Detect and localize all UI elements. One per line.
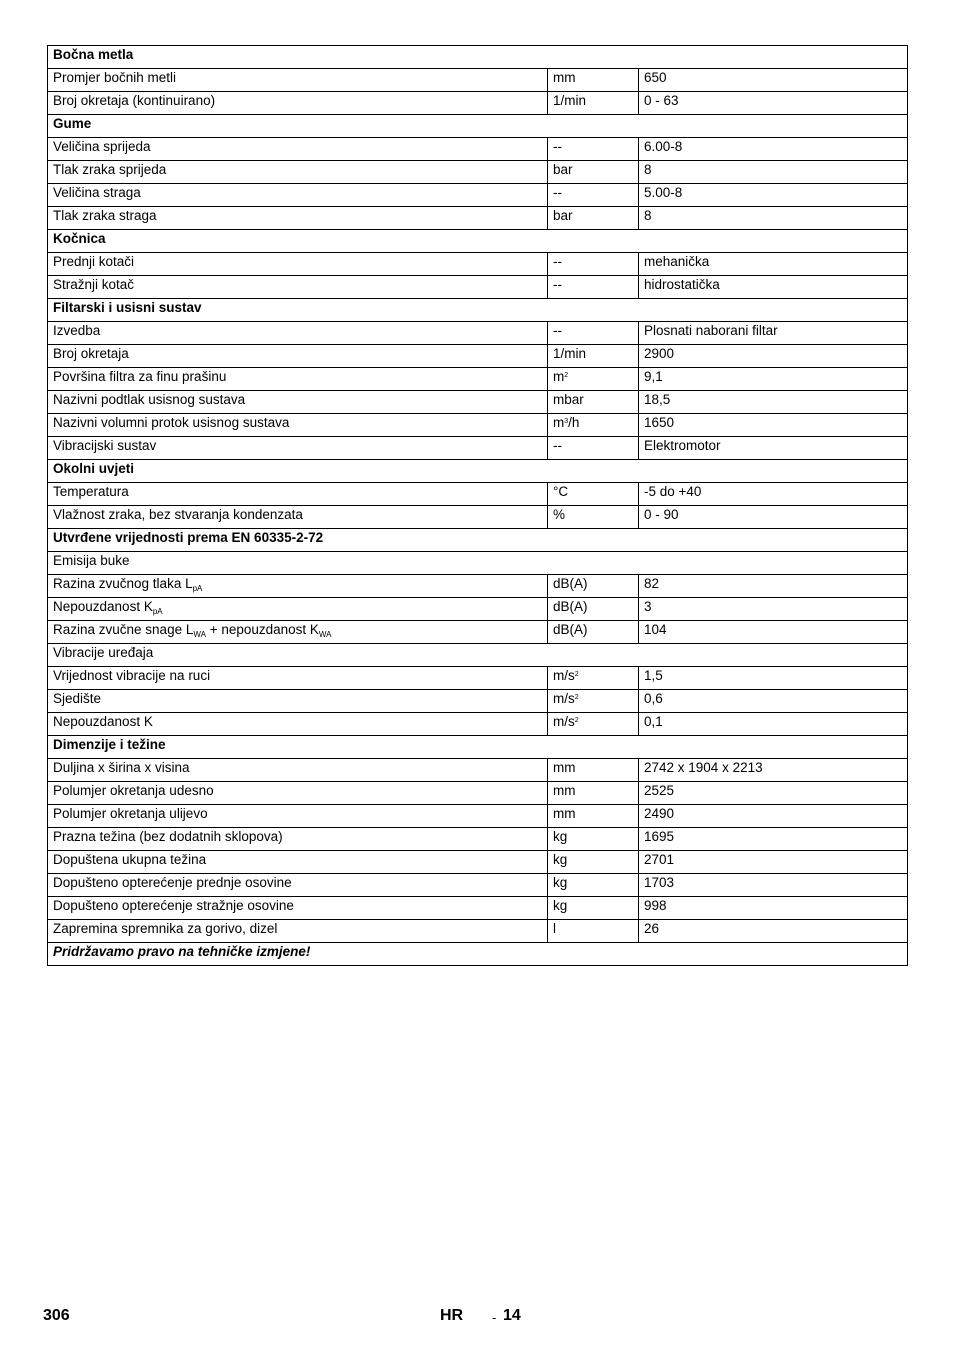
spec-unit bbox=[548, 161, 639, 184]
spec-value: 1,5 bbox=[639, 667, 908, 690]
spec-unit-text: kg bbox=[553, 852, 568, 867]
section-header-row bbox=[48, 460, 908, 483]
spec-label bbox=[48, 253, 548, 276]
spec-unit-text: m/s bbox=[553, 714, 575, 729]
spec-label bbox=[48, 368, 548, 391]
spec-label-text: Nazivni podtlak usisnog sustava bbox=[53, 392, 246, 407]
spec-unit-superscript: 2 bbox=[574, 717, 579, 724]
spec-value: 2490 bbox=[639, 805, 908, 828]
spec-label-text: Vlažnost zraka, bez stvaranja kondenzata bbox=[53, 507, 303, 522]
language-code: HR bbox=[440, 1307, 464, 1324]
spec-value: -5 do +40 bbox=[639, 483, 908, 506]
spec-label bbox=[48, 667, 548, 690]
table-row bbox=[48, 253, 908, 276]
spec-unit bbox=[548, 92, 639, 115]
spec-label bbox=[48, 713, 548, 736]
spec-unit-text: dB(A) bbox=[553, 622, 588, 637]
spec-label bbox=[48, 207, 548, 230]
table-row bbox=[48, 161, 908, 184]
section-header-row bbox=[48, 230, 908, 253]
spec-unit bbox=[548, 782, 639, 805]
table-row bbox=[48, 621, 908, 644]
table-row bbox=[48, 391, 908, 414]
spec-unit bbox=[548, 69, 639, 92]
spec-value: 2701 bbox=[639, 851, 908, 874]
spec-label bbox=[48, 805, 548, 828]
spec-label bbox=[48, 874, 548, 897]
spec-unit bbox=[548, 391, 639, 414]
spec-unit-superscript: 2 bbox=[574, 671, 579, 678]
spec-label-text: Nepouzdanost K bbox=[53, 599, 153, 614]
spec-unit-text: 1/min bbox=[553, 346, 587, 361]
spec-label-text: Nazivni volumni protok usisnog sustava bbox=[53, 415, 290, 430]
spec-unit bbox=[548, 690, 639, 713]
section-title: Gume bbox=[48, 115, 908, 138]
spec-label-text: Dopušteno opterećenje prednje osovine bbox=[53, 875, 292, 890]
spec-unit bbox=[548, 759, 639, 782]
spec-unit-text: kg bbox=[553, 898, 568, 913]
spec-value: 1650 bbox=[639, 414, 908, 437]
spec-label-subscript: WA bbox=[318, 630, 332, 639]
spec-unit-text: -- bbox=[553, 139, 562, 154]
spec-value: 82 bbox=[639, 575, 908, 598]
spec-unit-text: 1/min bbox=[553, 93, 587, 108]
spec-unit-text: m bbox=[553, 369, 565, 384]
spec-label-text: Promjer bočnih metli bbox=[53, 70, 177, 85]
spec-value: 9,1 bbox=[639, 368, 908, 391]
spec-label bbox=[48, 759, 548, 782]
spec-label bbox=[48, 276, 548, 299]
table-row bbox=[48, 506, 908, 529]
section-header-row bbox=[48, 299, 908, 322]
section-header-row bbox=[48, 736, 908, 759]
table-row bbox=[48, 782, 908, 805]
spec-unit bbox=[548, 207, 639, 230]
spec-label-text: Tlak zraka sprijeda bbox=[53, 162, 167, 177]
spec-unit-text: mbar bbox=[553, 392, 584, 407]
spec-label-text: Polumjer okretanja udesno bbox=[53, 783, 214, 798]
table-row bbox=[48, 828, 908, 851]
footer-dash: - bbox=[492, 1310, 497, 1325]
spec-label-text: Vibracijski sustav bbox=[53, 438, 157, 453]
spec-unit-text: dB(A) bbox=[553, 599, 588, 614]
spec-label bbox=[48, 161, 548, 184]
spec-label-text: Nepouzdanost K bbox=[53, 714, 153, 729]
table-row bbox=[48, 759, 908, 782]
spec-label bbox=[48, 437, 548, 460]
section-title: Utvrđene vrijednosti prema EN 60335-2-72 bbox=[48, 529, 908, 552]
spec-unit-text: -- bbox=[553, 277, 562, 292]
spec-unit-text: -- bbox=[553, 185, 562, 200]
spec-label-text: Prazna težina (bez dodatnih sklopova) bbox=[53, 829, 283, 844]
spec-label-text: Dopušteno opterećenje stražnje osovine bbox=[53, 898, 294, 913]
technical-data-table bbox=[47, 45, 908, 966]
spec-unit bbox=[548, 828, 639, 851]
spec-label-text-continued: + nepouzdanost K bbox=[205, 622, 319, 637]
section-title: Filtarski i usisni sustav bbox=[48, 299, 908, 322]
spec-value: 26 bbox=[639, 920, 908, 943]
spec-unit-text: bar bbox=[553, 208, 573, 223]
spec-unit-text: m bbox=[553, 415, 565, 430]
table-row bbox=[48, 345, 908, 368]
spec-label-text: Razina zvučnog tlaka L bbox=[53, 576, 193, 591]
table-row bbox=[48, 598, 908, 621]
table-row bbox=[48, 414, 908, 437]
section-header-row bbox=[48, 46, 908, 69]
spec-value: 1695 bbox=[639, 828, 908, 851]
spec-unit bbox=[548, 253, 639, 276]
spec-label bbox=[48, 828, 548, 851]
table-row bbox=[48, 207, 908, 230]
spec-value: 8 bbox=[639, 161, 908, 184]
section-title: Bočna metla bbox=[48, 46, 908, 69]
spec-label bbox=[48, 920, 548, 943]
spec-label bbox=[48, 897, 548, 920]
subheading-label: Emisija buke bbox=[48, 552, 908, 575]
table-row bbox=[48, 92, 908, 115]
subheading-row bbox=[48, 644, 908, 667]
spec-label bbox=[48, 184, 548, 207]
spec-value: 2900 bbox=[639, 345, 908, 368]
spec-value: hidrostatička bbox=[639, 276, 908, 299]
spec-unit bbox=[548, 368, 639, 391]
note-row bbox=[48, 943, 908, 966]
spec-value: 104 bbox=[639, 621, 908, 644]
table-row bbox=[48, 322, 908, 345]
spec-label bbox=[48, 483, 548, 506]
spec-unit-superscript: 2 bbox=[574, 694, 579, 701]
spec-label-text: Veličina sprijeda bbox=[53, 139, 151, 154]
spec-unit bbox=[548, 437, 639, 460]
table-row bbox=[48, 920, 908, 943]
spec-label-text: Temperatura bbox=[53, 484, 129, 499]
table-row bbox=[48, 437, 908, 460]
spec-unit-suffix: /h bbox=[568, 415, 580, 430]
spec-value: 8 bbox=[639, 207, 908, 230]
spec-unit bbox=[548, 322, 639, 345]
spec-label bbox=[48, 92, 548, 115]
spec-unit-text: kg bbox=[553, 829, 568, 844]
page-number: 306 bbox=[43, 1307, 70, 1324]
table-row bbox=[48, 368, 908, 391]
spec-label bbox=[48, 414, 548, 437]
spec-value: 1703 bbox=[639, 874, 908, 897]
spec-label-text: Dopuštena ukupna težina bbox=[53, 852, 207, 867]
table-row bbox=[48, 276, 908, 299]
spec-label bbox=[48, 690, 548, 713]
spec-label-text: Polumjer okretanja ulijevo bbox=[53, 806, 208, 821]
spec-value: 2525 bbox=[639, 782, 908, 805]
spec-unit bbox=[548, 184, 639, 207]
spec-label bbox=[48, 345, 548, 368]
spec-label bbox=[48, 575, 548, 598]
table-row bbox=[48, 897, 908, 920]
section-page-number: 14 bbox=[503, 1307, 521, 1324]
spec-unit bbox=[548, 506, 639, 529]
spec-label bbox=[48, 782, 548, 805]
spec-value: 650 bbox=[639, 69, 908, 92]
spec-unit bbox=[548, 598, 639, 621]
table-row bbox=[48, 713, 908, 736]
table-row bbox=[48, 667, 908, 690]
spec-unit-text: m/s bbox=[553, 668, 575, 683]
spec-unit bbox=[548, 276, 639, 299]
spec-label bbox=[48, 322, 548, 345]
spec-unit-text: -- bbox=[553, 438, 562, 453]
table-row bbox=[48, 69, 908, 92]
table-row bbox=[48, 483, 908, 506]
spec-label-text: Vrijednost vibracije na ruci bbox=[53, 668, 211, 683]
spec-label-subscript: pA bbox=[192, 584, 203, 593]
spec-unit bbox=[548, 667, 639, 690]
spec-label-text: Broj okretaja (kontinuirano) bbox=[53, 93, 216, 108]
spec-label bbox=[48, 851, 548, 874]
spec-label-text: Stražnji kotač bbox=[53, 277, 135, 292]
spec-label bbox=[48, 506, 548, 529]
spec-label-text: Veličina straga bbox=[53, 185, 141, 200]
spec-unit-superscript: 2 bbox=[564, 372, 569, 379]
spec-unit bbox=[548, 414, 639, 437]
spec-unit bbox=[548, 713, 639, 736]
section-title: Dimenzije i težine bbox=[48, 736, 908, 759]
spec-value: 6.00-8 bbox=[639, 138, 908, 161]
table-row bbox=[48, 874, 908, 897]
spec-value: 0 - 90 bbox=[639, 506, 908, 529]
spec-unit bbox=[548, 345, 639, 368]
table-row bbox=[48, 138, 908, 161]
spec-unit-text: -- bbox=[553, 323, 562, 338]
spec-label-text: Izvedba bbox=[53, 323, 101, 338]
spec-value: 18,5 bbox=[639, 391, 908, 414]
spec-label-subscript: pA bbox=[152, 607, 163, 616]
spec-unit bbox=[548, 920, 639, 943]
spec-unit-text: mm bbox=[553, 783, 576, 798]
spec-unit bbox=[548, 805, 639, 828]
spec-unit bbox=[548, 851, 639, 874]
spec-unit-text: m/s bbox=[553, 691, 575, 706]
spec-unit bbox=[548, 897, 639, 920]
spec-label bbox=[48, 391, 548, 414]
spec-label bbox=[48, 621, 548, 644]
spec-unit-text: dB(A) bbox=[553, 576, 588, 591]
spec-unit-text: kg bbox=[553, 875, 568, 890]
spec-value: 998 bbox=[639, 897, 908, 920]
spec-unit-text: -- bbox=[553, 254, 562, 269]
spec-label-text: Površina filtra za finu prašinu bbox=[53, 369, 227, 384]
spec-label-text: Sjedište bbox=[53, 691, 102, 706]
spec-unit bbox=[548, 138, 639, 161]
spec-unit-text: °C bbox=[553, 484, 569, 499]
spec-unit-text: l bbox=[553, 921, 556, 936]
table-row bbox=[48, 575, 908, 598]
spec-unit-text: mm bbox=[553, 760, 576, 775]
spec-value: 3 bbox=[639, 598, 908, 621]
spec-unit bbox=[548, 874, 639, 897]
spec-value: 0,1 bbox=[639, 713, 908, 736]
spec-label bbox=[48, 69, 548, 92]
footnote-text: Pridržavamo pravo na tehničke izmjene! bbox=[48, 943, 908, 966]
spec-value: 2742 x 1904 x 2213 bbox=[639, 759, 908, 782]
spec-unit-text: mm bbox=[553, 70, 576, 85]
spec-value: 0,6 bbox=[639, 690, 908, 713]
spec-unit-superscript: 3 bbox=[564, 418, 569, 425]
section-title: Kočnica bbox=[48, 230, 908, 253]
spec-value: Elektromotor bbox=[639, 437, 908, 460]
technical-data-body bbox=[48, 46, 908, 966]
table-row bbox=[48, 690, 908, 713]
spec-label-text: Zapremina spremnika za gorivo, dizel bbox=[53, 921, 278, 936]
spec-value: 5.00-8 bbox=[639, 184, 908, 207]
spec-label-text: Duljina x širina x visina bbox=[53, 760, 190, 775]
subheading-label: Vibracije uređaja bbox=[48, 644, 908, 667]
spec-unit bbox=[548, 621, 639, 644]
section-header-row bbox=[48, 529, 908, 552]
spec-unit-text: mm bbox=[553, 806, 576, 821]
spec-label-subscript: WA bbox=[193, 630, 206, 639]
spec-value: 0 - 63 bbox=[639, 92, 908, 115]
spec-label-text: Prednji kotači bbox=[53, 254, 135, 269]
section-header-row bbox=[48, 115, 908, 138]
spec-unit bbox=[548, 575, 639, 598]
spec-label bbox=[48, 598, 548, 621]
spec-label-text: Broj okretaja bbox=[53, 346, 129, 361]
spec-unit-text: bar bbox=[553, 162, 573, 177]
spec-unit bbox=[548, 483, 639, 506]
spec-value: mehanička bbox=[639, 253, 908, 276]
table-row bbox=[48, 851, 908, 874]
subheading-row bbox=[48, 552, 908, 575]
table-row bbox=[48, 805, 908, 828]
spec-unit-text: % bbox=[553, 507, 566, 522]
spec-label-text: Razina zvučne snage L bbox=[53, 622, 194, 637]
section-title: Okolni uvjeti bbox=[48, 460, 908, 483]
spec-value: Plosnati naborani filtar bbox=[639, 322, 908, 345]
table-row bbox=[48, 184, 908, 207]
spec-label bbox=[48, 138, 548, 161]
spec-label-text: Tlak zraka straga bbox=[53, 208, 157, 223]
